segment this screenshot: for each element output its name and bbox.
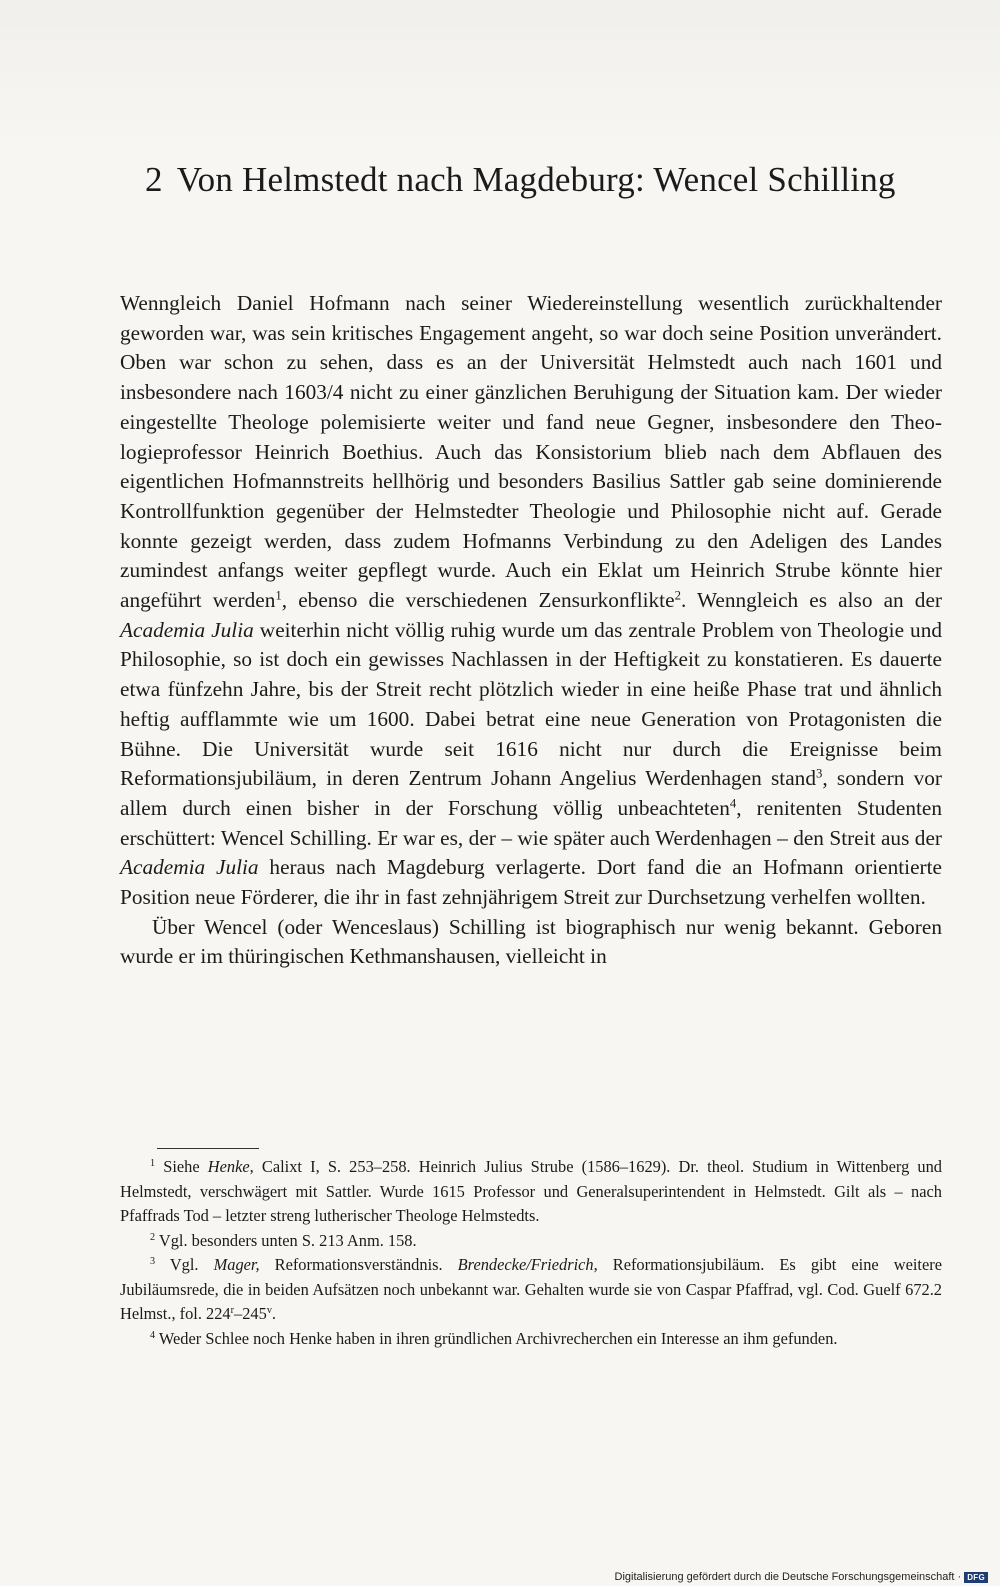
footnote-3 xyxy=(120,1253,942,1327)
footnote-1 xyxy=(120,1155,942,1229)
footnote-separator xyxy=(157,1148,259,1149)
footnote-number: 4 xyxy=(150,1329,156,1341)
chapter-heading xyxy=(145,160,945,200)
text-run: Reformationsverständnis. xyxy=(259,1255,458,1274)
footnote-number: 2 xyxy=(150,1231,156,1243)
text-run: heraus nach Magdeburg verlagerte. Dort fand die an Hofmann orientierte Position neue Förderer, die ihr in fast zehnjährigem Streit zur Durchsetzung verhelfen wollten. xyxy=(120,855,942,910)
text-run: , sondern vor allem durch einen bisher in der Forschung völlig unbeachteten xyxy=(120,766,942,820)
footnote-2 xyxy=(120,1229,942,1254)
folio-verso: v xyxy=(266,1304,272,1316)
italic-term: Academia Julia xyxy=(120,617,254,642)
bleed-through-area xyxy=(0,0,1000,150)
text-run: weiterhin nicht völlig ruhig wurde um das zentrale Problem von Theologie und Philosophie, so ist doch ein gewisses Nachlassen in der Heftigkeit zu konstatieren. Es dauerte etwa fünfzehn Jahre, bis der Streit recht plötzlich wieder in eine heiße Phase trat und ähnlich heftig aufflammte wie um 1600. Dabei betrat eine neue Generation von Protagonisten die Bühne. Die Universität wurde seit 1616 nicht nur durch die Ereignisse beim Reformationsjubiläum, in deren Zentrum Johann Angelius Werdenhagen stand xyxy=(120,617,942,791)
text-run: , renitenten Studenten erschüttert: Wencel Schilling. Er war es, der – wie später auch Werdenhagen – den Streit aus der xyxy=(120,795,942,850)
main-text xyxy=(120,289,942,972)
chapter-number: 2 xyxy=(145,160,163,199)
text-run: Vgl. xyxy=(155,1255,214,1274)
text-run: . xyxy=(271,1304,276,1323)
text-run: Wenngleich Daniel Hofmann nach seiner Wiedereinstellung wesentlich zurückhaltender geworden war, was sein kritisches Engagement angeht, so war doch seine Position unverändert. Oben war schon zu sehen, dass es an der Universität Helmstedt auch nach 1601 und insbesondere nach 1603/4 nicht zu einer gänzlichen Beruhigung der Situation kam. Der wieder eingestellte Theologe polemisierte weiter und fand neue Gegner, insbesondere den Theologieprofessor Heinrich Boethius. Auch das Konsistorium blieb nach dem Abflauen des eigentlichen Hofmannstreits hellhörig und besonders Basilius Sattler gab seine dominierende Kontrollfunktion gegenüber der Helmstedter Theologie und Philosophie nicht auf. Gerade konnte gezeigt werden, dass zudem Hofmanns Verbindung zu den Adeligen des Landes zumindest anfangs weiter gepflegt wurde. Auch ein Eklat um Heinrich Strube könnte hier angeführt werden xyxy=(120,291,942,613)
footnotes xyxy=(120,1155,942,1351)
footer-text: Digitalisierung gefördert durch die Deutsche Forschungsgemeinschaft · xyxy=(614,1571,962,1583)
text-run: –245 xyxy=(234,1304,267,1323)
text-run: , Calixt I, S. 253–258. Heinrich Julius Strube (1586–1629). Dr. theol. Studium in Wittenberg und Helmstedt, verschwägert mit Sattler. Wurde 1615 Professor und Generalsuperintendent in Helmstedt. Gilt als – nach Pfaffrads Tod – letzter streng lutherischer Theologe Helmstedts. xyxy=(120,1157,942,1225)
footnote-ref-3: 3 xyxy=(815,766,823,781)
paragraph-2: Über Wencel (oder Wenceslaus) Schilling ist biographisch nur wenig bekannt. Geboren wurde er im thüringischen Kethmanshausen, vielleicht in xyxy=(120,914,942,969)
text-run: Siehe xyxy=(155,1157,208,1176)
chapter-title-text: Von Helmstedt nach Magdeburg: Wencel Schilling xyxy=(176,160,896,199)
paragraph-1 xyxy=(120,289,942,913)
footnote-number: 1 xyxy=(150,1157,156,1169)
text-run: , ebenso die verschiedenen Zensurkonflikte xyxy=(281,588,675,613)
text-run: Vgl. besonders unten S. 213 Anm. 158. xyxy=(155,1230,417,1250)
footnote-ref-2: 2 xyxy=(674,588,681,603)
author-name: Brendecke/Friedrich, xyxy=(457,1255,598,1274)
footnote-ref-4: 4 xyxy=(729,796,737,811)
text-run: Reformationsjubiläum. Es gibt eine weitere Jubiläumsrede, die in beiden Aufsätzen noch unbekannt war. Gehalten wurde sie von Caspar Pfaffrad, vgl. Cod. Guelf 672.2 Helmst., fol. 224 xyxy=(120,1255,942,1323)
footnote-number: 3 xyxy=(150,1255,156,1267)
author-name: Mager, xyxy=(213,1255,260,1274)
dfg-logo: DFG xyxy=(964,1572,988,1583)
footnote-4 xyxy=(120,1327,942,1352)
text-run: . Wenngleich es also an der xyxy=(680,588,942,613)
text-run: Weder Schlee noch Henke haben in ihren gründlichen Archivrecherchen ein Interesse an ihm gefunden. xyxy=(155,1328,838,1348)
folio-recto: r xyxy=(230,1304,235,1316)
italic-term: Academia Julia xyxy=(120,855,259,880)
digitization-footer xyxy=(615,1571,988,1583)
footnote-ref-1: 1 xyxy=(275,588,282,603)
author-name: Henke xyxy=(207,1157,250,1176)
